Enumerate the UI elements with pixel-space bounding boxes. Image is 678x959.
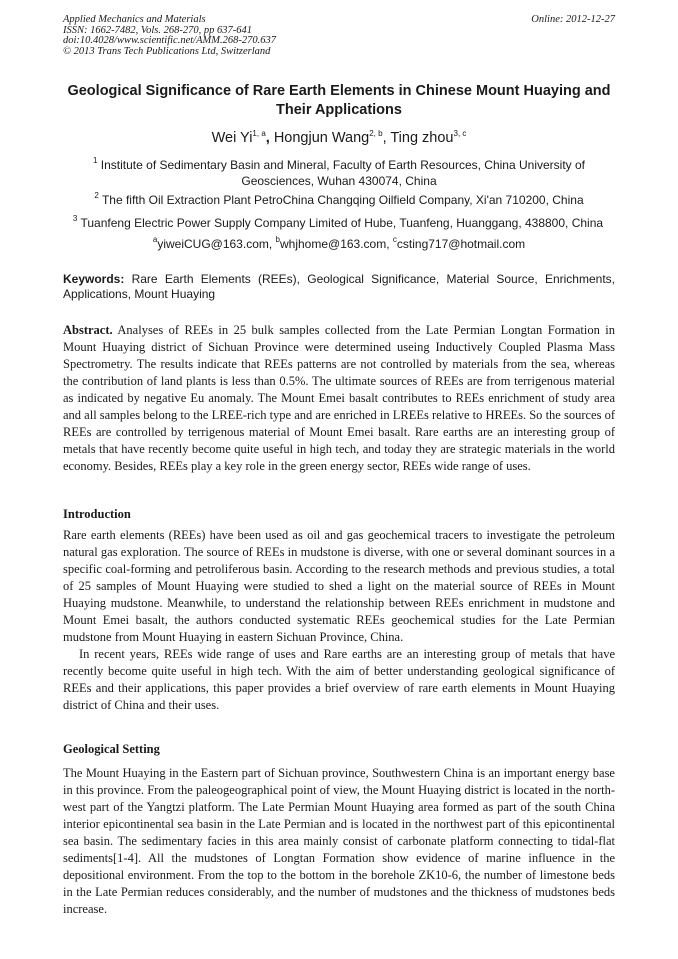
affiliation-3: $^3$ Tuanfeng Electric Power Supply Company Limited of Hube, Tuanfeng, Huanggang, 438800, China bbox=[72, 214, 604, 230]
email-link[interactable]: whjhome@163.com bbox=[279, 237, 387, 251]
journal-header bbox=[63, 15, 615, 57]
abstract-label: Abstract. bbox=[63, 323, 113, 337]
email-link[interactable]: yiweiCUG@163.com bbox=[157, 237, 269, 251]
author-name: Wei Yi bbox=[211, 130, 253, 146]
author-emails: $^a$yiweiCUG@163.com, $^b$whjhome@163.com, $^c$csting717@hotmail.com bbox=[152, 235, 526, 251]
online-date: Online: 2012-12-27 bbox=[531, 14, 615, 25]
paragraph: The Mount Huaying in the Eastern part of Sichuan province, Southwestern China is an important energy base in this province. From the paleogeographical point of view, the Mount Huaying district is located in the north-west part of the Yangtzi platform. The Late Permian Mount Huaying area formed as part of the south China interior epicontinental sea basin in the Late Permian and is located in the northwest part of this epicontinental sea basin. The sedimentary facies in this area mainly consist of carbonate platform connecting to tidal-flat sediments[1-4]. All the mudstones of Longtan Formation show evidence of marine influence in the depositional environment. From the top to the bottom in the borehole ZK10-6, the number of limestone beds in the Late Permian reduces considerably, and the number of mudstones and the thickness of mudstones beds increase. bbox=[63, 766, 615, 916]
paper-title: Geological Significance of Rare Earth Elements in Chinese Mount Huaying and Their Applications bbox=[67, 83, 611, 118]
author-affiliation-mark: 2, b bbox=[369, 129, 383, 138]
paragraph: In recent years, REEs wide range of uses and Rare earths are an interesting group of metals that have recently become quite useful in high tech. With the aim of better understanding geological significance of REEs and their applications, this paper provides a brief overview of rare earth elements in Mount Huaying district of China and their uses. bbox=[63, 647, 615, 712]
affiliation-2: $^2$ The fifth Oil Extraction Plant PetroChina Changqing Oilfield Company, Xi'an 710200, China bbox=[94, 191, 584, 207]
affiliation-1: $^1$ Institute of Sedimentary Basin and Mineral, Faculty of Earth Resources, China University of Geosciences, Wuhan 430074, China bbox=[92, 156, 585, 188]
issn-line: ISSN: 1662-7482, Vols. 268-270, pp 637-641 bbox=[63, 24, 252, 36]
author-affiliation-mark: 3, c bbox=[453, 129, 467, 138]
journal-name: Applied Mechanics and Materials bbox=[63, 14, 206, 25]
keywords-text: Rare Earth Elements (REEs), Geological Significance, Material Source, Enrichments, Applications, Mount Huaying bbox=[63, 272, 615, 301]
keywords-block bbox=[63, 272, 615, 302]
doi-line: doi:10.4028/www.scientific.net/AMM.268-270.637 bbox=[63, 35, 276, 46]
paragraph: Rare earth elements (REEs) have been used as oil and gas geochemical tracers to investigate the petroleum natural gas exploration. The source of REEs in mudstone is diverse, with one or several dominant sources in a specific coal-forming and petroliferous basin. According to the research methods and previous studies, a total of 25 samples of Mount Huaying were studied to shed a light on the material source of REEs in Mount Huaying mudstone. Meanwhile, to understand the relationship between REEs enrichment in mudstone and Mount Emei basalt, the authors conducted systematic REEs geochemical studies for the Late Permian mudstone from Mount Huaying in eastern Sichuan Province, China. bbox=[63, 528, 615, 644]
introduction-body bbox=[63, 527, 615, 714]
copyright-line: © 2013 Trans Tech Publications Ltd, Switzerland bbox=[63, 45, 271, 57]
author-name: Ting zhou bbox=[390, 130, 454, 146]
keywords-label: Keywords: bbox=[63, 272, 125, 286]
email-link[interactable]: csting717@hotmail.com bbox=[396, 237, 526, 251]
geological-setting-heading: Geological Setting bbox=[63, 742, 160, 756]
author-list: Wei Yi$^{1, a}$, Hongjun Wang$^{2, b}$, Ting zhou$^{3, c}$ bbox=[211, 129, 467, 146]
abstract-text: Analyses of REEs in 25 bulk samples collected from the Late Permian Longtan Formation in Mount Huaying district of Sichuan Province were determined useing Inductively Coupled Plasma Mass Spectrometry. The results indicate that REEs patterns are not controlled by materials from the sea, whereas the contribution of land plants is less than 0.5%. The ultimate sources of REEs are from terrigenous material as indicated by negative Eu anomaly. The Mount Emei basalt contributes to REEs enrichment of study area and all samples belong to the LREE-rich type and are enriched in LREEs relative to HREEs. So the sources of REEs are controlled by terrigenous material of Mount Emei basalt. Rare earths are an interesting group of metals that have recently become quite useful in high tech, and today they are strategic materials in the world economy. Besides, REEs play a key role in the green energy sector, REEs wide range of uses. bbox=[63, 323, 615, 473]
geological-setting-body bbox=[63, 765, 615, 918]
author-name: Hongjun Wang bbox=[273, 130, 370, 146]
abstract-block bbox=[63, 322, 615, 475]
introduction-heading: Introduction bbox=[63, 507, 131, 521]
author-affiliation-mark: 1, a bbox=[252, 129, 266, 138]
